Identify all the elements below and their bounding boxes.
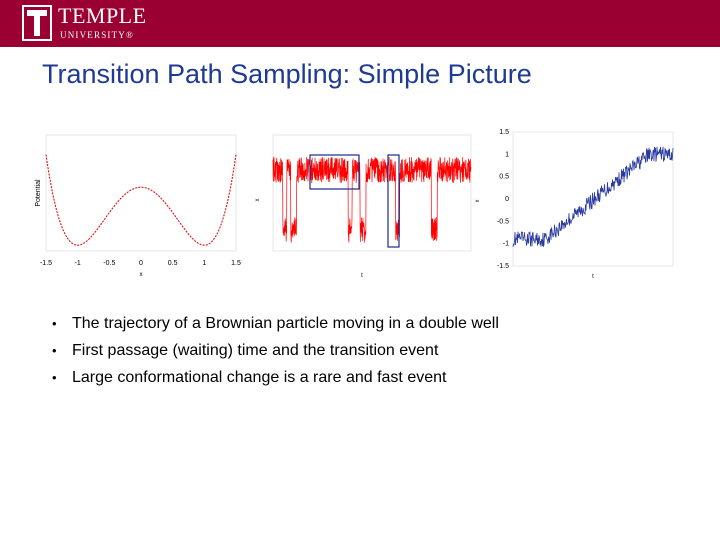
temple-logo[interactable] [22,4,182,44]
bullet-dot: • [52,370,57,385]
bullet-dot: • [52,316,57,331]
y-axis-label: Potential [35,179,42,207]
potential-plot [30,130,250,280]
y-axis-label: x [475,199,481,203]
y-tick-label: 1 [505,151,509,159]
x-tick-label: 1.5 [231,260,241,267]
logo-university: UNIVERSITY® [60,30,135,40]
transition-line [513,147,673,247]
transition-zoom-plot [475,127,680,280]
header-banner [0,0,720,47]
y-tick-label: -1.5 [496,263,509,270]
plot-frame [273,135,471,251]
y-tick-label: -1 [502,240,509,248]
bullet-dot: • [52,343,57,358]
trajectory-line [273,157,471,243]
y-tick-label: 0.5 [499,173,509,181]
x-tick-label: -1 [74,260,81,267]
x-axis-label: t [592,274,594,280]
bullet-item [52,337,499,364]
y-axis-label: x [255,198,261,202]
y-tick-label: -0.5 [496,218,509,226]
bullet-item [52,364,499,391]
slide-title: Transition Path Sampling: Simple Picture [42,59,532,89]
x-tick-label: 0.5 [167,260,178,267]
x-axis-label: t [361,273,363,279]
x-tick-label: -1.5 [39,260,53,267]
bullet-item [52,310,499,337]
trajectory-plot [255,130,475,280]
potential-curve [46,155,236,246]
temple-t-icon [22,4,52,42]
bullet-text: First passage (waiting) time and the transition event [72,342,439,359]
bullet-text: The trajectory of a Brownian particle moving in a double well [72,315,499,332]
y-tick-label: 1.5 [499,129,509,136]
x-axis-label: x [139,272,143,278]
x-tick-label: 0 [139,260,143,267]
plot-frame [46,135,236,251]
x-tick-label: 1 [202,260,207,267]
x-tick-label: -0.5 [103,260,116,267]
logo-name: TEMPLE [58,3,147,28]
bullet-list [52,310,499,391]
bullet-text: Large conformational change is a rare and fast event [72,369,447,386]
y-tick-label: 0 [505,196,509,203]
